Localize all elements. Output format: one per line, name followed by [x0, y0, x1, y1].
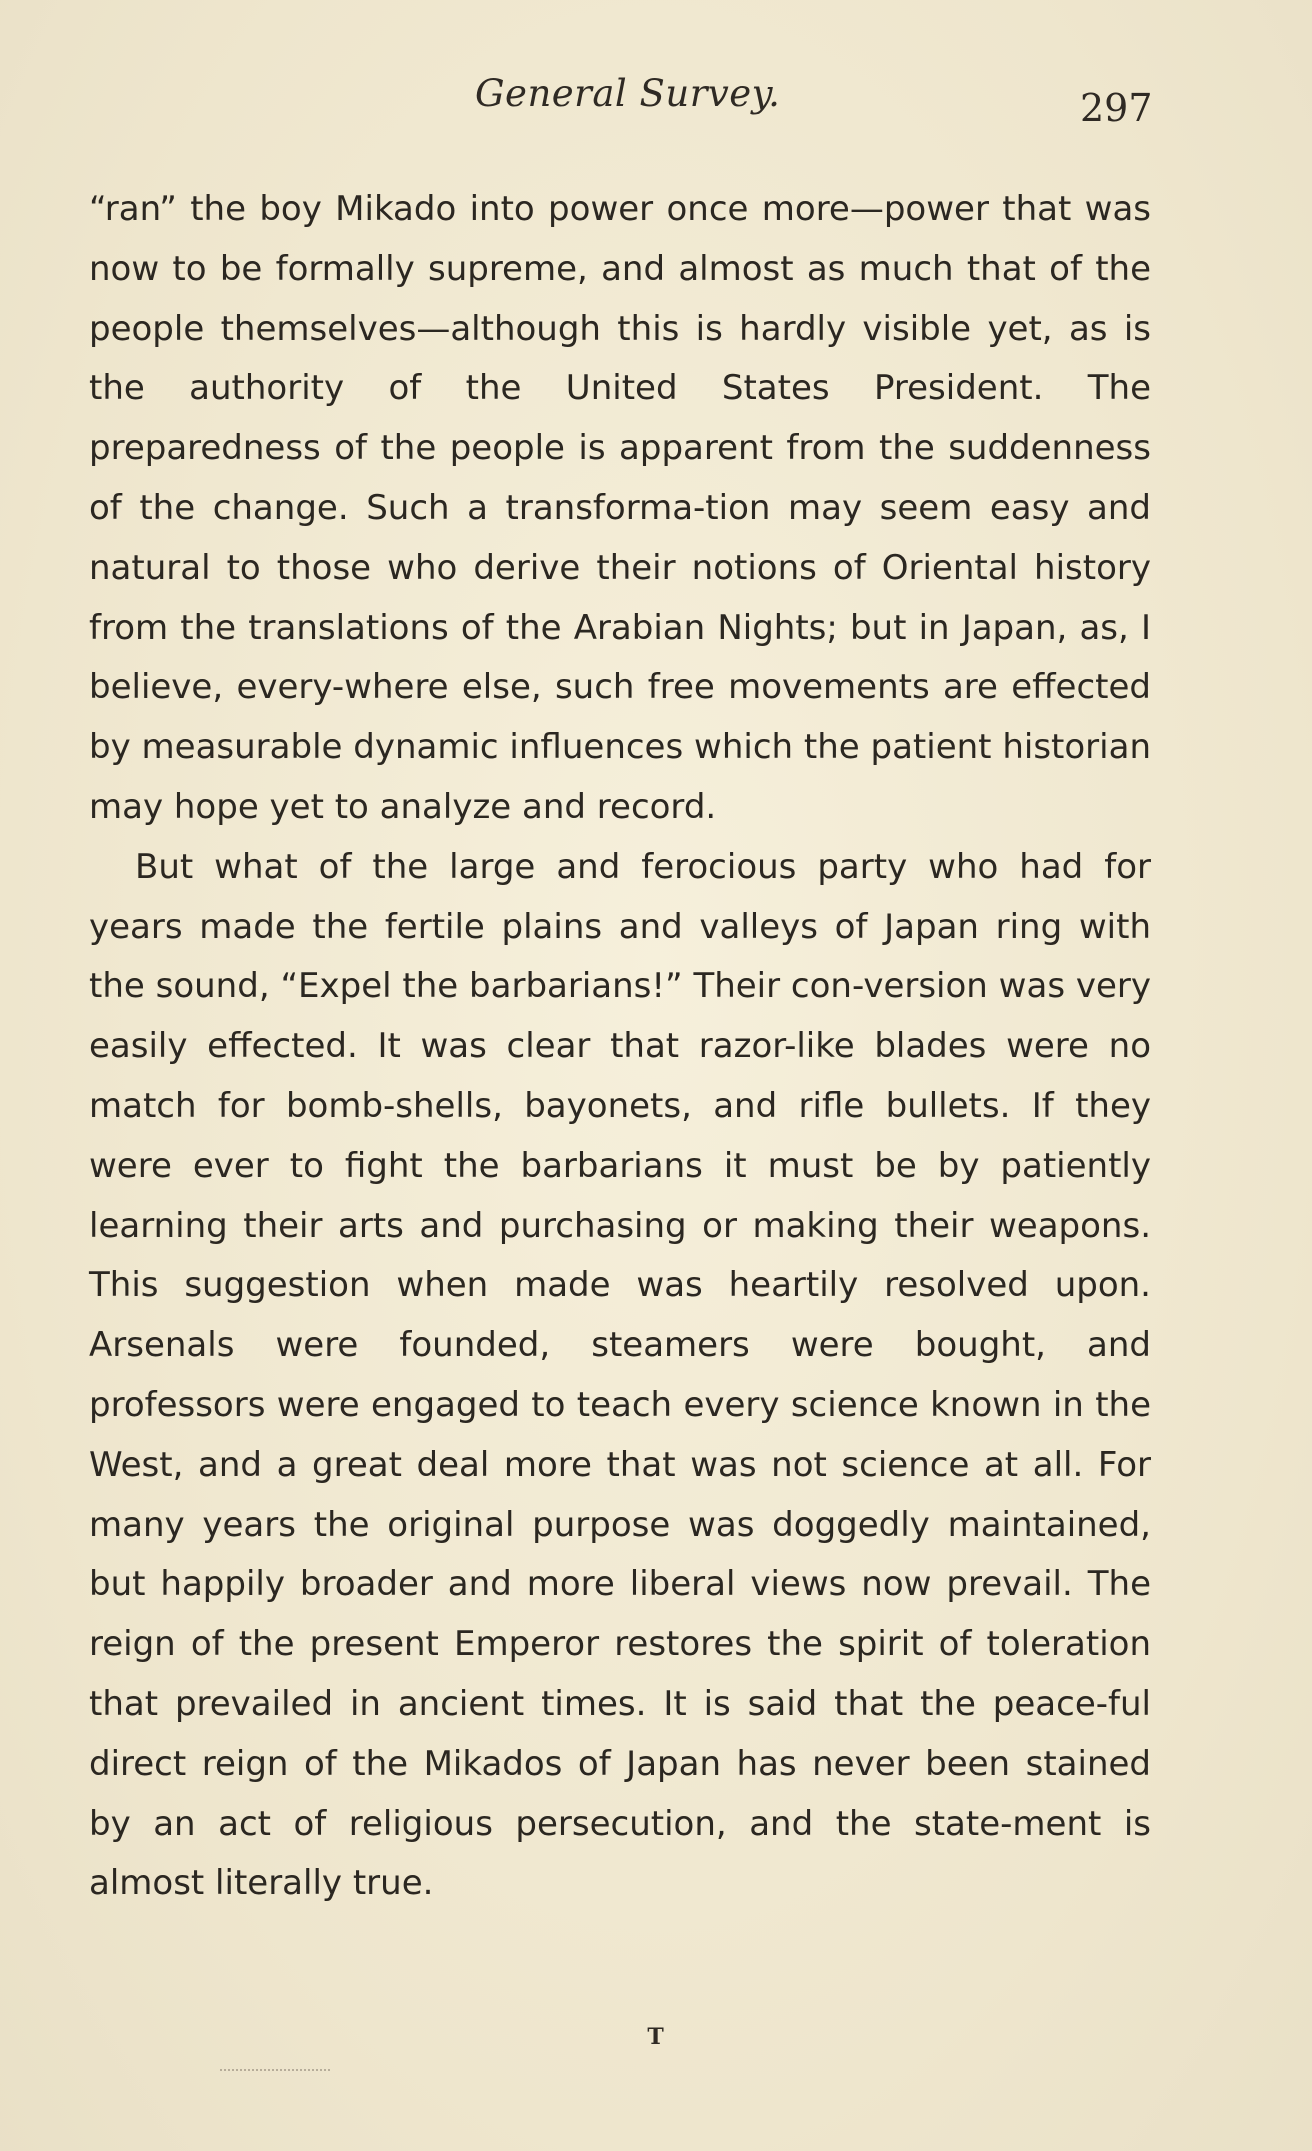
running-title: General Survey. [475, 72, 781, 115]
paragraph-barbarians: But what of the large and ferocious party who had for years made the fertile plains and valleys of Japan ring with the sound, “Expel the barbarians!” Their con-version was very easily effected. It was clear that razor-like blades were no match for bomb-shells, bayonets, and rifle bullets. If they were ever to fight the barbarians it must be by patiently learning their arts and purchasing or making their weapons. This suggestion when made was heartily resolved upon. Arsenals were founded, steamers were bought, and professors were engaged to teach every science known in the West, and a great deal more that was not science at all. For many years the original purpose was doggedly maintained, but happily broader and more liberal views now prevail. The reign of the present Emperor restores the spirit of toleration that prevailed in ancient times. It is said that the peace-ful direct reign of the Mikados of Japan has never been stained by an act of religious persecution, and the state-ment is almost literally true. [89, 846, 1151, 1904]
paragraph-continuation: “ran” the boy Mikado into power once more—power that was now to be formally supreme, and almost as much that of the people themselves—although this is hardly visible yet, as is the authority of the United States President. The preparedness of the people is apparent from the suddenness of the change. Such a transforma-tion may seem easy and natural to those who derive their notions of Oriental history from the translations of the Arabian Nights; but in Japan, as, I believe, every-where else, such free movements are effected by measurable dynamic influences which the patient historian may hope yet to analyze and record. [89, 189, 1151, 827]
body-text [89, 180, 1151, 1914]
signature-mark: T [647, 2024, 665, 2050]
print-blemish [220, 2069, 330, 2073]
running-head [0, 72, 1312, 132]
page-number: 297 [1080, 86, 1153, 130]
